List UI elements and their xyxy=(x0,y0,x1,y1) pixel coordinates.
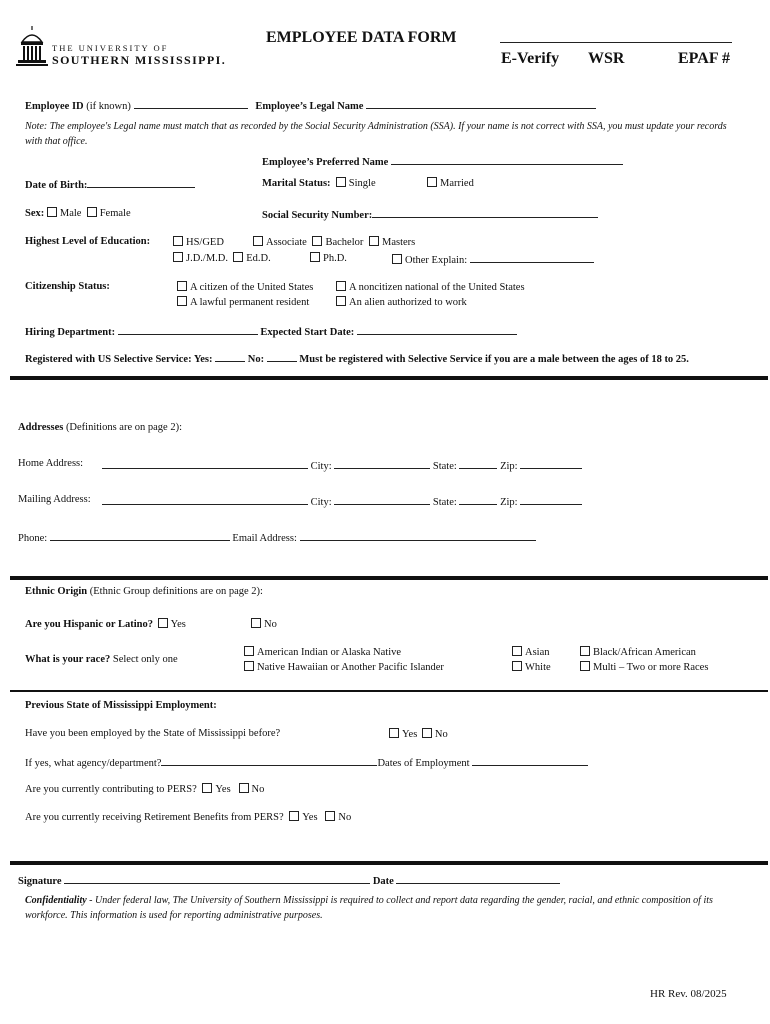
alien-authorized-option: An alien authorized to work xyxy=(349,297,467,308)
mailing-city-field[interactable] xyxy=(334,494,430,505)
home-address-label: Home Address: xyxy=(18,458,84,469)
pers-yes-option: Yes xyxy=(215,784,231,795)
ethnic-heading-row xyxy=(25,586,263,597)
married-option-wrap xyxy=(427,177,474,189)
bachelor-option: Bachelor xyxy=(325,237,364,248)
signature-row xyxy=(18,873,560,887)
building-dome-icon xyxy=(16,24,48,68)
home-zip-label: Zip: xyxy=(500,461,518,472)
jd-md-checkbox[interactable] xyxy=(173,252,183,262)
mailing-state-field[interactable] xyxy=(459,494,497,505)
dates-field[interactable] xyxy=(472,755,588,766)
phd-option: Ph.D. xyxy=(323,253,347,264)
employee-id-field[interactable] xyxy=(134,98,248,109)
education-row2c xyxy=(392,252,594,266)
home-address-field[interactable] xyxy=(102,458,308,469)
single-option: Single xyxy=(348,178,376,189)
ethnic-hint: (Ethnic Group definitions are on page 2): xyxy=(89,586,263,597)
race-hint: Select only one xyxy=(112,654,178,665)
mailing-zip-label: Zip: xyxy=(500,497,518,508)
black-option: Black/African American xyxy=(593,647,696,658)
marital-label: Marital Status: xyxy=(262,178,331,189)
logo-line2: SOUTHERN MISSISSIPPI. xyxy=(52,53,227,67)
education-label: Highest Level of Education: xyxy=(25,236,151,247)
addresses-heading-row xyxy=(18,422,182,433)
associate-checkbox[interactable] xyxy=(253,236,263,246)
marital-row xyxy=(262,177,376,189)
employed-no-option: No xyxy=(434,729,448,740)
selective-no-field[interactable] xyxy=(267,351,297,362)
female-option: Female xyxy=(99,208,131,219)
native-hawaiian-option: Native Hawaiian or Another Pacific Islander xyxy=(257,662,444,673)
ssn-label: Social Security Number: xyxy=(262,210,373,221)
employee-id-hint: (if known) xyxy=(86,101,131,112)
start-date-field[interactable] xyxy=(357,324,517,335)
noncitizen-national-option: A noncitizen national of the United States xyxy=(349,282,525,293)
dob-row xyxy=(25,177,195,191)
pers-yes-checkbox[interactable] xyxy=(202,783,212,793)
hispanic-yes-checkbox[interactable] xyxy=(158,618,168,628)
race-american-indian-wrap xyxy=(244,646,401,658)
citizen-us-wrap xyxy=(177,281,313,293)
retire-no-checkbox[interactable] xyxy=(325,811,335,821)
home-state-label: State: xyxy=(432,461,457,472)
mailing-city-label: City: xyxy=(310,497,332,508)
hs-ged-checkbox[interactable] xyxy=(173,236,183,246)
agency-label: If yes, what agency/department? xyxy=(25,758,162,769)
hispanic-question: Are you Hispanic or Latino? xyxy=(25,619,153,630)
selective-row xyxy=(25,351,689,365)
mailing-state-label: State: xyxy=(432,497,457,508)
selective-no-label: No: xyxy=(247,354,265,365)
home-city-field[interactable] xyxy=(334,458,430,469)
male-checkbox[interactable] xyxy=(47,207,57,217)
legal-name-field[interactable] xyxy=(366,98,596,109)
home-address-fields xyxy=(102,458,582,472)
white-checkbox[interactable] xyxy=(512,661,522,671)
phd-checkbox[interactable] xyxy=(310,252,320,262)
education-row1 xyxy=(173,236,224,248)
black-checkbox[interactable] xyxy=(580,646,590,656)
employed-question: Have you been employed by the State of Mississippi before? xyxy=(25,728,281,739)
selective-yes-field[interactable] xyxy=(215,351,245,362)
ssn-field[interactable] xyxy=(372,207,598,218)
hiring-dept-field[interactable] xyxy=(118,324,258,335)
multi-race-option: Multi – Two or more Races xyxy=(593,662,709,673)
employed-no-checkbox[interactable] xyxy=(422,728,432,738)
pers-no-checkbox[interactable] xyxy=(239,783,249,793)
dob-label: Date of Birth: xyxy=(25,180,88,191)
permanent-resident-checkbox[interactable] xyxy=(177,296,187,306)
race-native-hawaiian-wrap xyxy=(244,661,444,673)
mailing-address-field[interactable] xyxy=(102,494,308,505)
signature-field[interactable] xyxy=(64,873,370,884)
hispanic-yes-option: Yes xyxy=(170,619,186,630)
home-address-row xyxy=(18,458,83,469)
american-indian-option: American Indian or Alaska Native xyxy=(257,647,402,658)
edd-checkbox[interactable] xyxy=(233,252,243,262)
ethnic-heading: Ethnic Origin xyxy=(25,586,88,597)
hispanic-no-checkbox[interactable] xyxy=(251,618,261,628)
form-title: EMPLOYEE DATA FORM xyxy=(266,29,457,46)
married-option: Married xyxy=(440,178,474,189)
permanent-resident-option: A lawful permanent resident xyxy=(190,297,310,308)
permanent-resident-wrap xyxy=(177,296,309,308)
date-field[interactable] xyxy=(396,873,560,884)
home-zip-field[interactable] xyxy=(520,458,582,469)
employed-options xyxy=(389,728,448,740)
race-question-row xyxy=(25,654,178,665)
american-indian-checkbox[interactable] xyxy=(244,646,254,656)
pers-row xyxy=(25,783,264,795)
wsr-label: WSR xyxy=(588,50,625,67)
phone-email-row xyxy=(18,530,536,544)
signature-label: Signature xyxy=(18,876,62,887)
retire-yes-option: Yes xyxy=(302,812,318,823)
employed-yes-checkbox[interactable] xyxy=(389,728,399,738)
multi-race-checkbox[interactable] xyxy=(580,661,590,671)
noncitizen-national-checkbox[interactable] xyxy=(336,281,346,291)
employee-id-row xyxy=(25,98,596,112)
ssn-row xyxy=(262,207,598,221)
retire-no-option: No xyxy=(338,812,352,823)
asian-option: Asian xyxy=(525,647,550,658)
sex-row xyxy=(25,207,131,219)
pers-no-option: No xyxy=(251,784,265,795)
citizen-us-option: A citizen of the United States xyxy=(190,282,314,293)
male-option: Male xyxy=(59,208,82,219)
hiring-row xyxy=(25,324,517,338)
confidentiality-label: Confidentiality xyxy=(25,895,87,906)
race-white-wrap xyxy=(512,661,551,673)
email-label: Email Address: xyxy=(232,533,297,544)
everify-label: E-Verify xyxy=(501,50,560,67)
race-question: What is your race? xyxy=(25,654,111,665)
female-checkbox[interactable] xyxy=(87,207,97,217)
home-city-label: City: xyxy=(310,461,332,472)
other-explain-field[interactable] xyxy=(470,252,594,263)
logo-line1: THE UNIVERSITY OF xyxy=(52,43,169,53)
email-field[interactable] xyxy=(300,530,536,541)
dob-field[interactable] xyxy=(87,177,195,188)
noncitizen-national-wrap xyxy=(336,281,525,293)
section-divider-4 xyxy=(10,861,768,865)
masters-checkbox[interactable] xyxy=(369,236,379,246)
ssa-note: Note: The employee's Legal name must match that as recorded by the Social Security Administration (SSA). If your name is not correct with SSA, you must update your records with that office. xyxy=(25,121,727,147)
alien-authorized-wrap xyxy=(336,296,467,308)
section-divider-3 xyxy=(10,690,768,692)
header-blank-line xyxy=(500,30,732,43)
hispanic-no-wrap xyxy=(251,618,277,630)
phone-label: Phone: xyxy=(18,533,48,544)
date-label: Date xyxy=(372,876,394,887)
mailing-address-row xyxy=(18,494,91,505)
education-row1b xyxy=(253,236,415,248)
alien-authorized-checkbox[interactable] xyxy=(336,296,346,306)
employed-yes-option: Yes xyxy=(402,729,418,740)
preferred-name-field[interactable] xyxy=(391,154,623,165)
other-checkbox[interactable] xyxy=(392,254,402,264)
education-row2 xyxy=(173,252,271,264)
citizen-us-checkbox[interactable] xyxy=(177,281,187,291)
single-checkbox[interactable] xyxy=(336,177,346,187)
hispanic-row xyxy=(25,618,186,630)
education-row2b xyxy=(310,252,347,264)
citizenship-label: Citizenship Status: xyxy=(25,281,110,292)
preferred-name-row xyxy=(262,154,623,168)
selective-label: Registered with US Selective Service: xyxy=(25,354,192,365)
race-asian-wrap xyxy=(512,646,550,658)
phone-field[interactable] xyxy=(50,530,230,541)
retire-row xyxy=(25,811,351,823)
epaf-label: EPAF # xyxy=(678,50,730,67)
employee-id-label: Employee ID xyxy=(25,101,84,112)
pers-question: Are you currently contributing to PERS? xyxy=(25,784,197,795)
selective-yes-label: Yes: xyxy=(193,354,213,365)
married-checkbox[interactable] xyxy=(427,177,437,187)
bachelor-checkbox[interactable] xyxy=(312,236,322,246)
edd-option: Ed.D. xyxy=(246,253,271,264)
jd-md-option: J.D./M.D. xyxy=(186,253,229,264)
masters-option: Masters xyxy=(381,237,416,248)
section-divider-1 xyxy=(10,376,768,380)
race-black-wrap xyxy=(580,646,696,658)
white-option: White xyxy=(525,662,551,673)
retire-question: Are you currently receiving Retirement Benefits from PERS? xyxy=(25,812,284,823)
selective-note: Must be registered with Selective Service if you are a male between the ages of 18 to 25. xyxy=(299,354,689,365)
addresses-heading: Addresses xyxy=(18,422,64,433)
dates-label: Dates of Employment xyxy=(377,758,470,769)
mailing-zip-field[interactable] xyxy=(520,494,582,505)
associate-option: Associate xyxy=(266,237,307,248)
agency-row xyxy=(25,755,588,769)
employment-heading: Previous State of Mississippi Employment: xyxy=(25,700,217,711)
asian-checkbox[interactable] xyxy=(512,646,522,656)
preferred-name-label: Employee’s Preferred Name xyxy=(262,157,389,168)
revision-label: HR Rev. 08/2025 xyxy=(650,988,727,1000)
race-multi-wrap xyxy=(580,661,708,673)
native-hawaiian-checkbox[interactable] xyxy=(244,661,254,671)
mailing-address-fields xyxy=(102,494,582,508)
hs-ged-option: HS/GED xyxy=(186,237,224,248)
confidentiality-text: - Under federal law, The University of Southern Mississippi is required to collect and report data regarding the gender, racial, and ethnic composition of its workforce. This information is used for reporting administrative purposes. xyxy=(25,895,713,921)
sex-label: Sex: xyxy=(25,208,45,219)
legal-name-label: Employee’s Legal Name xyxy=(255,101,364,112)
mailing-address-label: Mailing Address: xyxy=(18,494,91,505)
retire-yes-checkbox[interactable] xyxy=(289,811,299,821)
section-divider-2 xyxy=(10,576,768,580)
agency-field[interactable] xyxy=(161,755,377,766)
start-date-label: Expected Start Date: xyxy=(260,327,355,338)
home-state-field[interactable] xyxy=(459,458,497,469)
other-option: Other Explain: xyxy=(405,255,468,266)
hiring-dept-label: Hiring Department: xyxy=(25,327,116,338)
confidentiality-note xyxy=(25,893,737,923)
hispanic-no-option: No xyxy=(264,619,277,630)
addresses-hint: (Definitions are on page 2): xyxy=(65,422,182,433)
